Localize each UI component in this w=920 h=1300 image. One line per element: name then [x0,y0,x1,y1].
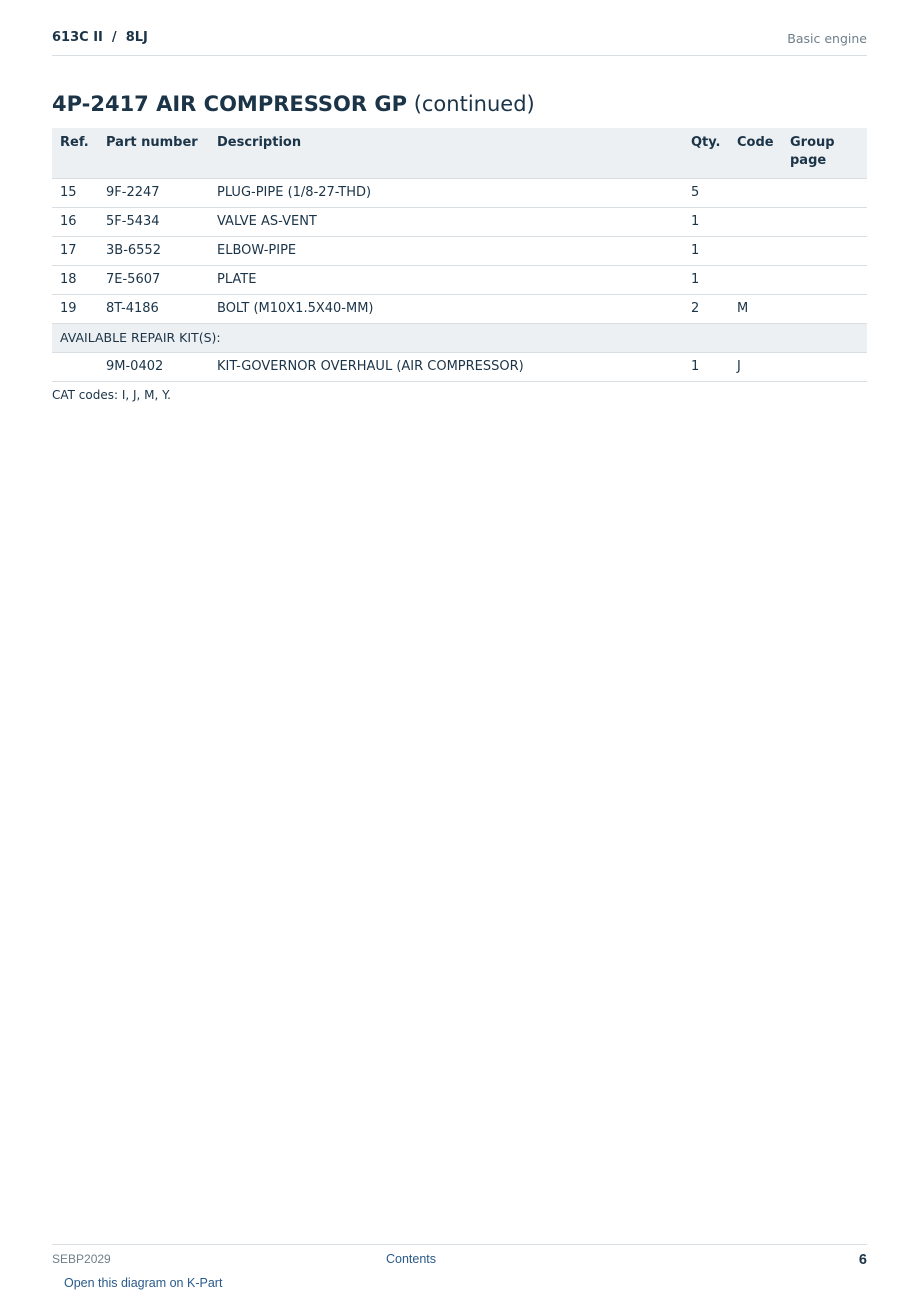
page-title [52,89,535,119]
table-row [52,295,867,324]
title-main: 4P-2417 AIR COMPRESSOR GP [52,92,407,116]
cell-ref: 19 [52,295,98,324]
cell-part-number: 9M-0402 [98,353,209,382]
cell-code: M [729,295,782,324]
cell-group-page [782,266,867,295]
cell-qty: 1 [683,353,729,382]
cell-group-page [782,237,867,266]
cell-description: VALVE AS-VENT [209,208,683,237]
cell-part-number: 8T-4186 [98,295,209,324]
cell-qty: 2 [683,295,729,324]
open-in-kpart-link[interactable]: Open this diagram on K-Part [64,1276,223,1290]
document-id: SEBP2029 [52,1252,111,1266]
cell-group-page [782,208,867,237]
table-row [52,179,867,208]
cell-code [729,237,782,266]
cell-description: PLUG-PIPE (1/8-27-THD) [209,179,683,208]
cell-code [729,179,782,208]
cell-part-number: 3B-6552 [98,237,209,266]
cell-description: BOLT (M10X1.5X40-MM) [209,295,683,324]
kit-section-row [52,324,867,353]
cell-description: PLATE [209,266,683,295]
cell-code [729,208,782,237]
cell-group-page [782,353,867,382]
cell-ref: 16 [52,208,98,237]
cell-ref: 15 [52,179,98,208]
cell-part-number: 9F-2247 [98,179,209,208]
cell-part-number: 7E-5607 [98,266,209,295]
page-header [52,27,867,56]
machine-model: 613C II / 8LJ [52,30,148,45]
col-header-description: Description [209,128,683,179]
col-header-ref: Ref. [52,128,98,179]
cell-group-page [782,295,867,324]
title-suffix: (continued) [413,92,535,116]
parts-table [52,128,867,382]
cell-description: ELBOW-PIPE [209,237,683,266]
cell-qty: 1 [683,208,729,237]
cell-description: KIT-GOVERNOR OVERHAUL (AIR COMPRESSOR) [209,353,683,382]
cell-qty: 1 [683,237,729,266]
cell-code [729,266,782,295]
kit-row [52,353,867,382]
footer-divider [52,1244,867,1245]
cell-group-page [782,179,867,208]
cell-ref [52,353,98,382]
table-row [52,266,867,295]
table-header-row [52,128,867,179]
cell-qty: 5 [683,179,729,208]
table-row [52,237,867,266]
col-header-part-number: Part number [98,128,209,179]
cell-qty: 1 [683,266,729,295]
section-name: Basic engine [787,31,867,46]
kit-section-label: AVAILABLE REPAIR KIT(S): [52,324,867,353]
cell-ref: 17 [52,237,98,266]
page-number: 6 [858,1252,867,1268]
cat-codes-note: CAT codes: I, J, M, Y. [52,388,171,402]
cell-part-number: 5F-5434 [98,208,209,237]
contents-link[interactable]: Contents [386,1252,437,1266]
cell-code: J [729,353,782,382]
cell-ref: 18 [52,266,98,295]
col-header-group-page: Group page [782,128,867,179]
col-header-qty: Qty. [683,128,729,179]
table-row [52,208,867,237]
col-header-code: Code [729,128,782,179]
